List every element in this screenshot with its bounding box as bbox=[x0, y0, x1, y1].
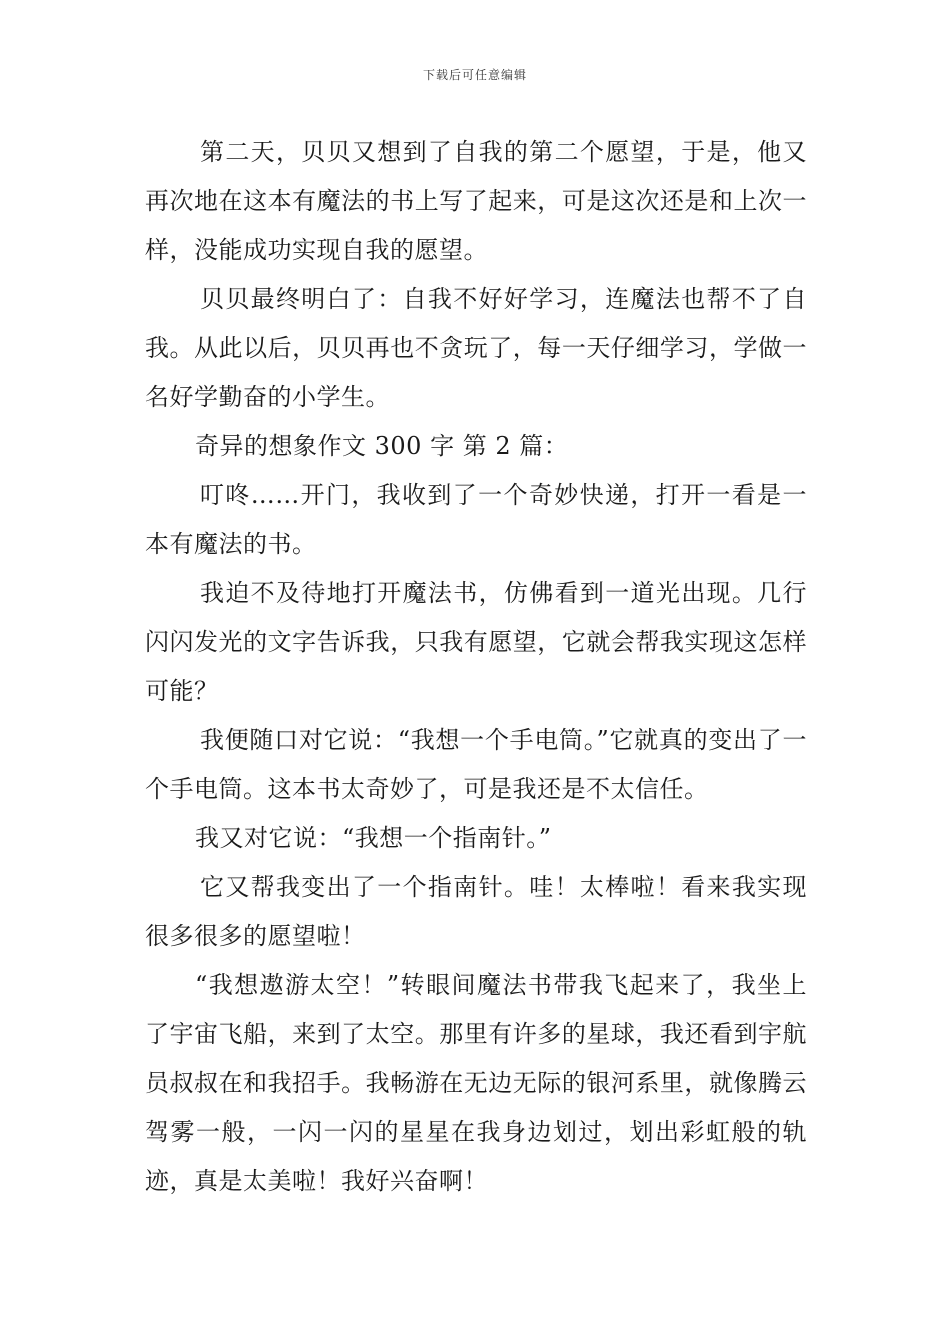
paragraph: 我迫不及待地打开魔法书，仿佛看到一道光出现。几行闪闪发光的文字告诉我，只我有愿望，它就会帮我实现这怎样可能？ bbox=[145, 579, 807, 705]
paragraph: 第二天，贝贝又想到了自我的第二个愿望，于是，他又再次地在这本有魔法的书上写了起来，可是这次还是和上次一样，没能成功实现自我的愿望。 bbox=[145, 138, 807, 264]
section-heading: 奇异的想象作文 300 字 第 2 篇： bbox=[195, 432, 569, 460]
paragraph: 我便随口对它说：“我想一个手电筒。”它就真的变出了一个手电筒。这本书太奇妙了，可是我还是不太信任。 bbox=[145, 726, 807, 803]
page-header: 下载后可任意编辑 bbox=[422, 68, 527, 82]
paragraph: “我想遨游太空！”转眼间魔法书带我飞起来了，我坐上了宇宙飞船，来到了太空。那里有许多的星球，我还看到宇航员叔叔在和我招手。我畅游在无边无际的银河系里，就像腾云驾雾一般，一闪一闪的星星在我身边划过，划出彩虹般的轨迹，真是太美啦！我好兴奋啊！ bbox=[145, 971, 807, 1195]
paragraph: 我又对它说：“我想一个指南针。” bbox=[195, 824, 552, 852]
paragraph: 叮咚……开门，我收到了一个奇妙快递，打开一看是一本有魔法的书。 bbox=[145, 481, 807, 558]
paragraph: 贝贝最终明白了：自我不好好学习，连魔法也帮不了自我。从此以后，贝贝再也不贪玩了，每一天仔细学习，学做一名好学勤奋的小学生。 bbox=[145, 285, 807, 411]
document-body bbox=[145, 128, 807, 1206]
paragraph: 它又帮我变出了一个指南针。哇！太棒啦！看来我实现很多很多的愿望啦！ bbox=[145, 873, 807, 950]
